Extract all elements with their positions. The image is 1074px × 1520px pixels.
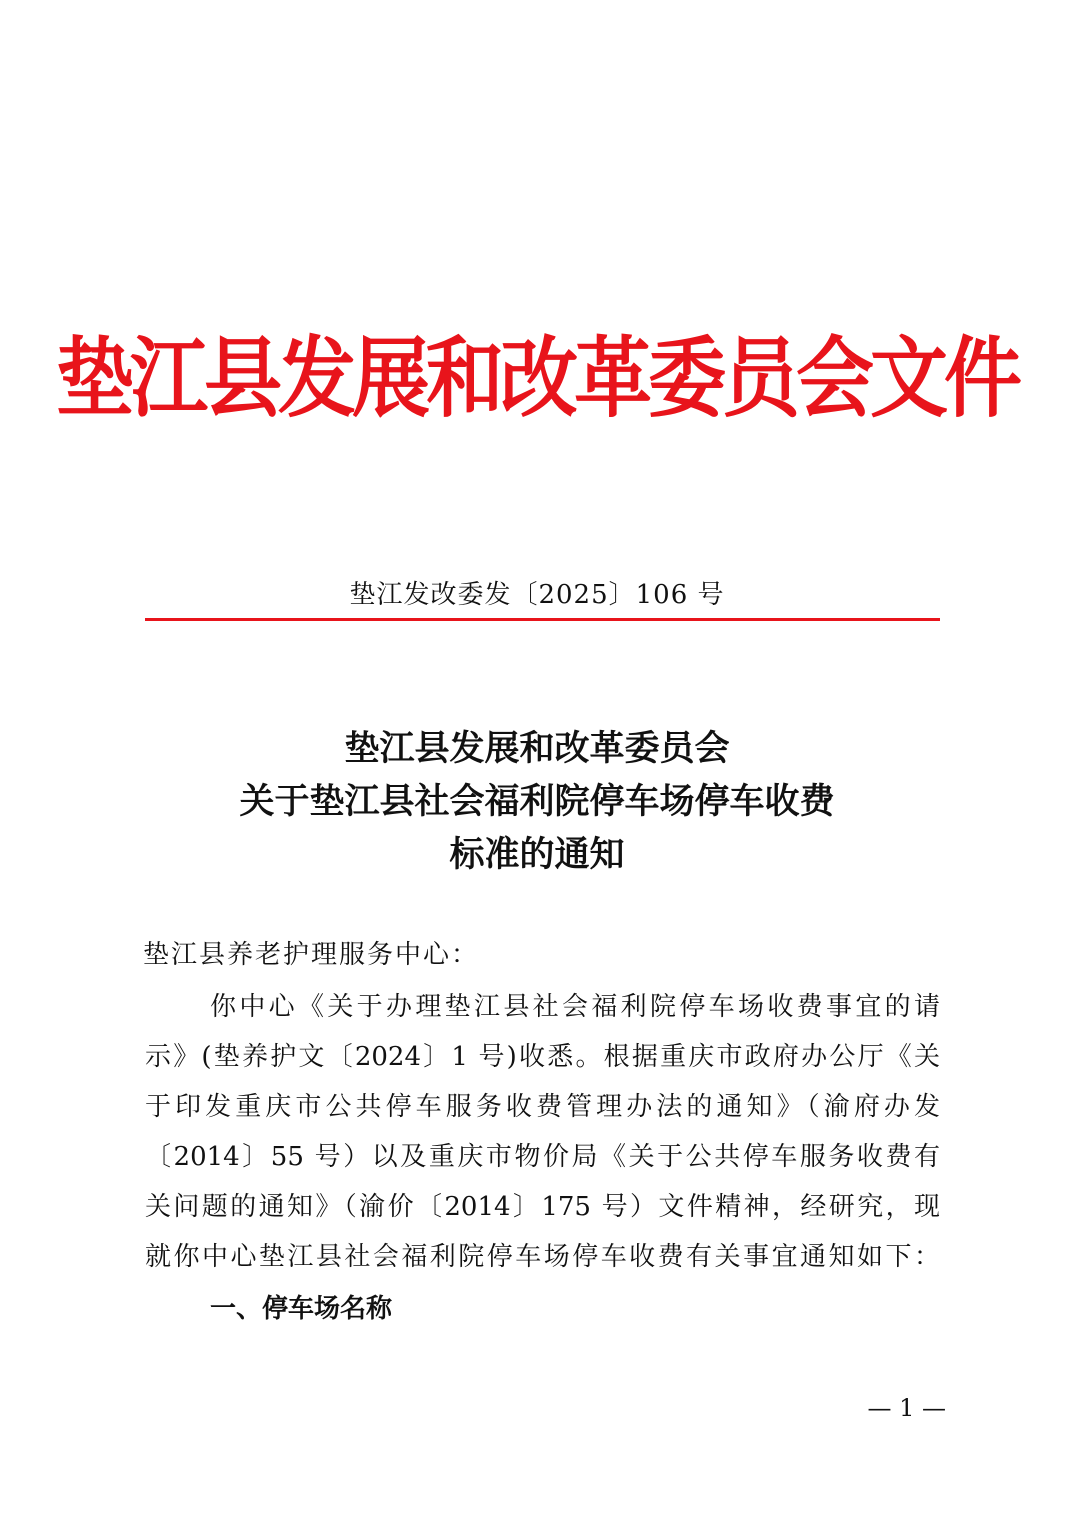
red-divider-line <box>145 618 940 621</box>
body-line-6: 就你中心垫江县社会福利院停车场停车收费有关事宜通知如下： <box>145 1242 940 1272</box>
body-line-3: 于印发重庆市公共停车服务收费管理办法的通知》（渝府办发 <box>145 1092 940 1122</box>
page-number: — 1 — <box>867 1394 946 1422</box>
section-heading: 一、停车场名称 <box>210 1294 393 1324</box>
body-line-4: 〔2014〕55 号）以及重庆市物价局《关于公共停车服务收费有 <box>145 1142 940 1172</box>
body-line-1: 你中心《关于办理垫江县社会福利院停车场收费事宜的请 <box>210 992 940 1022</box>
issuer-header-title: 垫江县发展和改革委员会文件 <box>55 328 1018 430</box>
document-number: 垫江发改委发〔2025〕106 号 <box>349 580 725 610</box>
title-line-2: 关于垫江县社会福利院停车场停车收费 <box>239 781 835 822</box>
addressee: 垫江县养老护理服务中心： <box>143 940 480 970</box>
document-title <box>0 722 1074 881</box>
body-line-2: 示》(垫养护文〔2024〕1 号)收悉。根据重庆市政府办公厅《关 <box>145 1042 940 1072</box>
title-line-1: 垫江县发展和改革委员会 <box>344 728 730 769</box>
title-line-3: 标准的通知 <box>449 834 625 875</box>
body-line-5: 关问题的通知》（渝价〔2014〕175 号）文件精神，经研究，现 <box>145 1192 940 1222</box>
